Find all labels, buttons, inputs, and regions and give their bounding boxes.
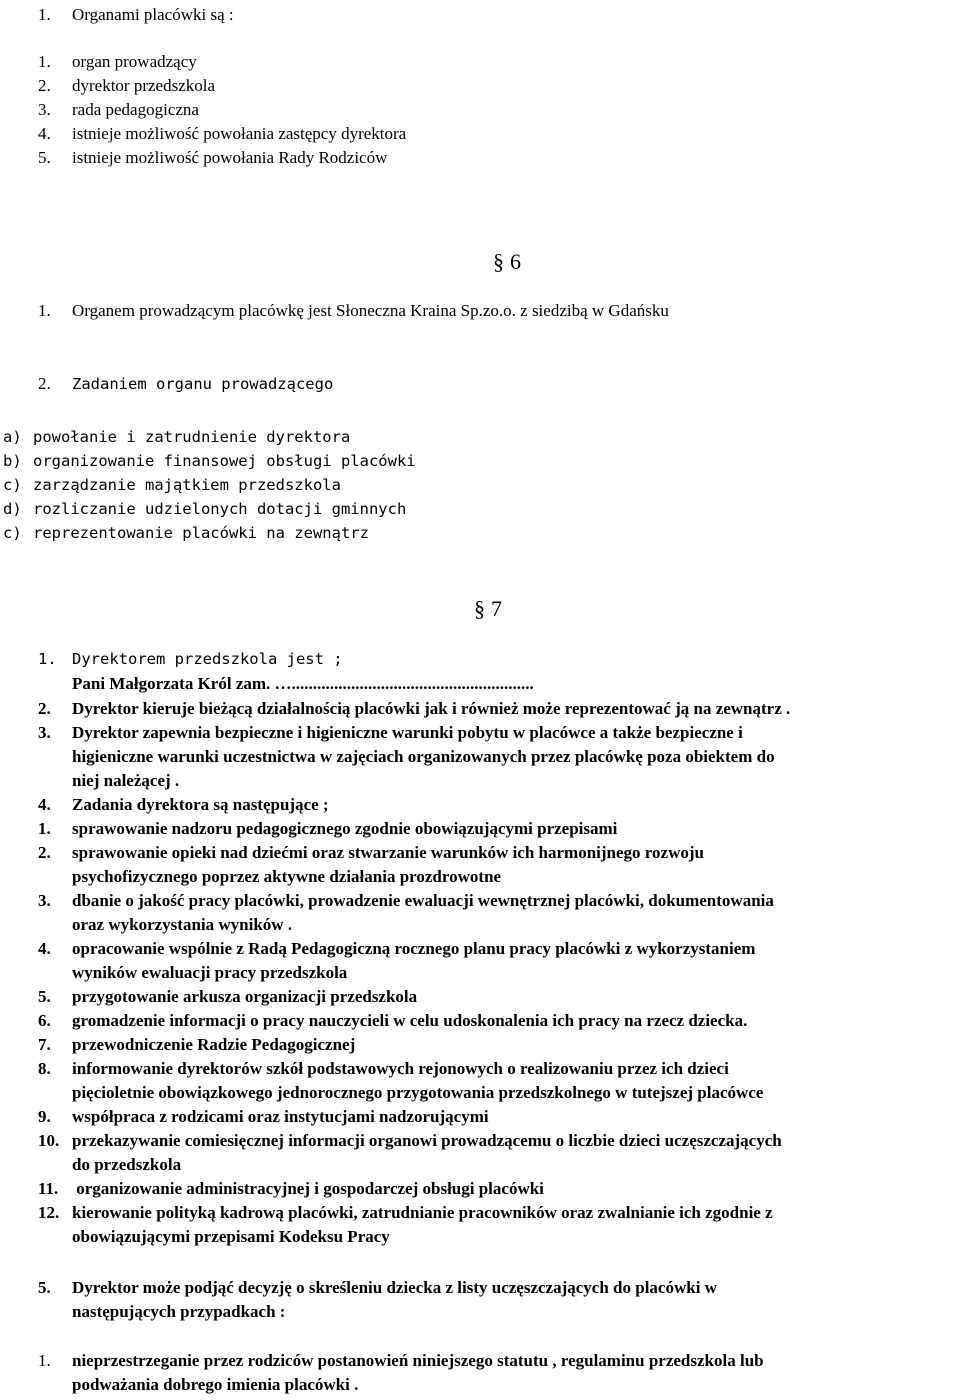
task-item-continuation: do przedszkola	[72, 1155, 182, 1174]
list-item: 4. istnieje możliwość powołania zastępcy dyrektora	[38, 124, 407, 143]
task-item	[38, 1177, 544, 1201]
task-number: 9.	[38, 1107, 51, 1126]
task-text: sprawowanie opieki nad dziećmi oraz stwarzanie warunków ich harmonijnego rozwoju	[72, 843, 704, 862]
task-text: przewodniczenie Radzie Pedagogicznej	[72, 1035, 356, 1054]
task-item	[38, 889, 774, 913]
section-number: 6	[510, 249, 521, 274]
task-number: 8.	[38, 1059, 51, 1078]
list-item: b) organizowanie finansowej obsługi placówki	[3, 452, 416, 470]
task-number: 11.	[38, 1179, 59, 1198]
list-item-continuation: podważania dobrego imienia placówki .	[72, 1375, 359, 1394]
task-item	[38, 817, 617, 841]
list-item: 3. rada pedagogiczna	[38, 100, 199, 119]
task-number: 3.	[38, 891, 51, 910]
task-number: 1.	[38, 819, 51, 838]
task-text: organizowanie administracyjnej i gospodarczej obsługi placówki	[72, 1179, 544, 1198]
heading-organs	[38, 3, 234, 27]
paragraph-continuation: następujących przypadkach :	[72, 1302, 286, 1321]
section-sign: §	[493, 249, 504, 274]
task-item	[38, 841, 704, 865]
section-number: 7	[491, 596, 502, 621]
task-item	[38, 1033, 355, 1057]
paragraph-continuation: Pani Małgorzata Król zam. ….........................................................	[72, 674, 534, 693]
section-sign: §	[474, 596, 485, 621]
paragraph: 1. Dyrektorem przedszkola jest ;	[38, 650, 343, 668]
task-number: 6.	[38, 1011, 51, 1030]
task-text: dbanie o jakość pracy placówki, prowadzenie ewaluacji wewnętrznej placówki, dokumentowania	[72, 891, 774, 910]
task-item	[38, 985, 417, 1009]
task-number: 4.	[38, 939, 51, 958]
task-text: przygotowanie arkusza organizacji przedszkola	[72, 987, 418, 1006]
task-text: informowanie dyrektorów szkół podstawowych rejonowych o realizowaniu przez ich dzieci	[72, 1059, 729, 1078]
task-item	[38, 1057, 729, 1081]
list-item: c) reprezentowanie placówki na zewnątrz	[3, 524, 369, 542]
list-item: c) zarządzanie majątkiem przedszkola	[3, 476, 341, 494]
task-number: 12.	[38, 1203, 60, 1222]
paragraph: 5. Dyrektor może podjąć decyzję o skreśleniu dziecka z listy uczęszczających do placówki w	[38, 1278, 717, 1297]
paragraph: 4. Zadania dyrektora są następujące ;	[38, 795, 329, 814]
paragraph-continuation: higieniczne warunki uczestnictwa w zajęciach organizowanych przez placówkę poza obiektem do	[72, 747, 775, 766]
paragraph: 2. Dyrektor kieruje bieżącą działalnością placówki jak i również może reprezentować ją na zewnątrz .	[38, 699, 791, 718]
paragraph: 1. Organem prowadzącym placówkę jest Słoneczna Kraina Sp.zo.o. z siedzibą w Gdańsku	[38, 301, 669, 320]
task-text: współpraca z rodzicami oraz instytucjami nadzorującymi	[72, 1107, 489, 1126]
section-mark-6	[493, 250, 521, 274]
paragraph: 2. Zadaniem organu prowadzącego	[38, 374, 334, 393]
paragraph-continuation: niej należącej .	[72, 771, 180, 790]
task-text: przekazywanie comiesięcznej informacji organowi prowadzącemu o liczbie dzieci uczęszczających	[72, 1131, 782, 1150]
task-text: gromadzenie informacji o pracy nauczycieli w celu udoskonalenia ich pracy na rzecz dziecka.	[72, 1011, 748, 1030]
heading-text: Organami placówki są :	[72, 5, 234, 24]
paragraph: 3. Dyrektor zapewnia bezpieczne i higieniczne warunki pobytu w placówce a także bezpieczne i	[38, 723, 743, 742]
task-item	[38, 1129, 782, 1153]
list-item: d) rozliczanie udzielonych dotacji gminnych	[3, 500, 407, 518]
list-item: a) powołanie i zatrudnienie dyrektora	[3, 428, 351, 446]
task-text: opracowanie wspólnie z Radą Pedagogiczną rocznego planu pracy placówki z wykorzystaniem	[72, 939, 756, 958]
task-item-continuation: pięcioletnie obowiązkowego jednorocznego przygotowania przedszkolnego w tutejszej placówce	[72, 1083, 764, 1102]
task-item-continuation: oraz wykorzystania wyników .	[72, 915, 293, 934]
list-item: 1. nieprzestrzeganie przez rodziców postanowień niniejszego statutu , regulaminu przedszkola lub	[38, 1351, 764, 1370]
list-item: 1. organ prowadzący	[38, 52, 197, 71]
task-item-continuation: obowiązującymi przepisami Kodeksu Pracy	[72, 1227, 390, 1246]
list-item: 2. dyrektor przedszkola	[38, 76, 216, 95]
task-item	[38, 937, 755, 961]
task-item	[38, 1105, 489, 1129]
task-text: sprawowanie nadzoru pedagogicznego zgodnie obowiązującymi przepisami	[72, 819, 618, 838]
heading-number: 1.	[38, 5, 51, 24]
task-item	[38, 1201, 773, 1225]
task-text: kierowanie polityką kadrową placówki, zatrudnianie pracowników oraz zwalnianie ich zgodnie z	[72, 1203, 773, 1222]
task-item-continuation: wyników ewaluacji pracy przedszkola	[72, 963, 348, 982]
task-number: 5.	[38, 987, 51, 1006]
task-number: 7.	[38, 1035, 51, 1054]
task-item	[38, 1009, 747, 1033]
task-item-continuation: psychofizycznego poprzez aktywne działania prozdrowotne	[72, 867, 502, 886]
list-item: 5. istnieje możliwość powołania Rady Rodziców	[38, 148, 388, 167]
section-mark-7	[474, 597, 502, 621]
task-number: 2.	[38, 843, 51, 862]
task-number: 10.	[38, 1131, 60, 1150]
